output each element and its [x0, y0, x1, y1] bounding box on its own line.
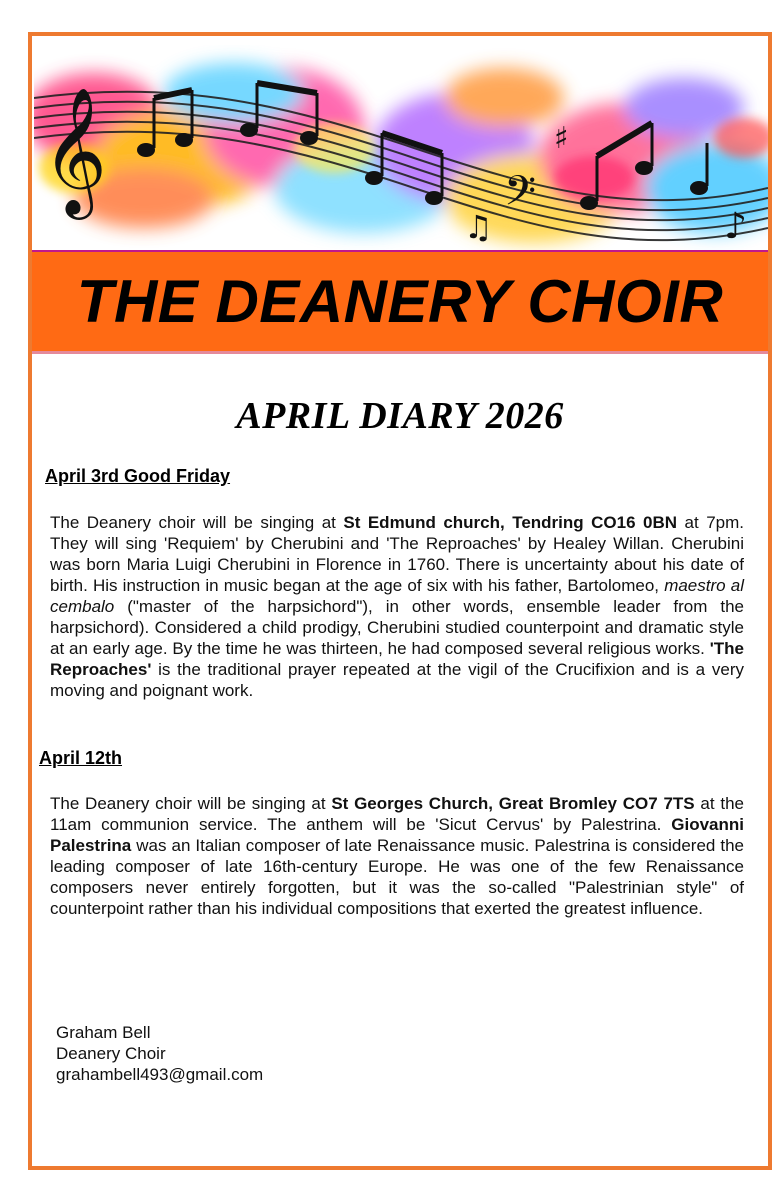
composer-name: Giovanni Palestrina: [50, 815, 744, 855]
body-text: is the traditional prayer repeated at the vigil of the Crucifixion and is a very moving and poignant work.: [50, 660, 744, 700]
svg-text:♪: ♪: [724, 206, 747, 247]
body-text: was an Italian composer of late Renaissance music. Palestrina is considered the leading composer of late 16th-century Europe. He was one of the few Renaissance composers never entirely forgotten, but it was the so-called "Palestrinian style" of counterpoint rather than his individual compositions that exerted the greatest influence.: [50, 836, 744, 918]
body-text: The Deanery choir will be singing at: [50, 794, 332, 813]
body-text: ("master of the harpsichord"), in other words, ensemble leader from the harpsichord). Considered a child prodigy, Cherubini studied counterpoint and dramatic style at an early age. By the time he was thirteen, he had composed several religious works.: [50, 597, 744, 658]
emphasis-text: maestro al cembalo: [50, 576, 744, 616]
diary-heading: APRIL DIARY 2026: [236, 395, 564, 437]
body-text: at the 11am communion service. The anthem will be 'Sicut Cervus' by Palestrina.: [50, 794, 744, 834]
svg-text:♫: ♫: [464, 208, 493, 246]
choir-title: THE DEANERY CHOIR: [76, 268, 724, 335]
body-text: at 7pm. They will sing 'Requiem' by Cherubini and 'The Reproaches' by Healey Willan. Cherubini was born Maria Luigi Cherubini in Florence in 1760. There is uncertainty about his date of birth. His instruction in music began at the age of six with his father, Bartolomeo,: [50, 513, 744, 595]
svg-text:𝄢: 𝄢: [504, 167, 537, 225]
signature-email[interactable]: grahambell493@gmail.com: [56, 1065, 264, 1084]
section-heading-april-3rd: April 3rd Good Friday: [45, 466, 231, 486]
section-heading-april-12th: April 12th: [39, 748, 123, 768]
section-body-april-12th: [50, 793, 744, 919]
section-body-april-3rd: [50, 512, 744, 701]
signature-block: [56, 1022, 263, 1085]
venue-name: St Edmund church, Tendring CO16 0BN: [343, 513, 678, 532]
title-banner: [32, 250, 768, 354]
work-title: 'The Reproaches': [50, 639, 744, 679]
svg-text:𝄞: 𝄞: [42, 86, 108, 214]
signature-name: Graham Bell: [56, 1023, 151, 1042]
banner-illustration: [34, 38, 768, 250]
venue-name: St Georges Church, Great Bromley CO7 7TS: [331, 794, 695, 813]
body-text: The Deanery choir will be singing at: [50, 513, 344, 532]
svg-text:♯: ♯: [554, 121, 569, 156]
music-notes-watercolor-banner-icon: [34, 38, 768, 250]
signature-org: Deanery Choir: [56, 1044, 166, 1063]
